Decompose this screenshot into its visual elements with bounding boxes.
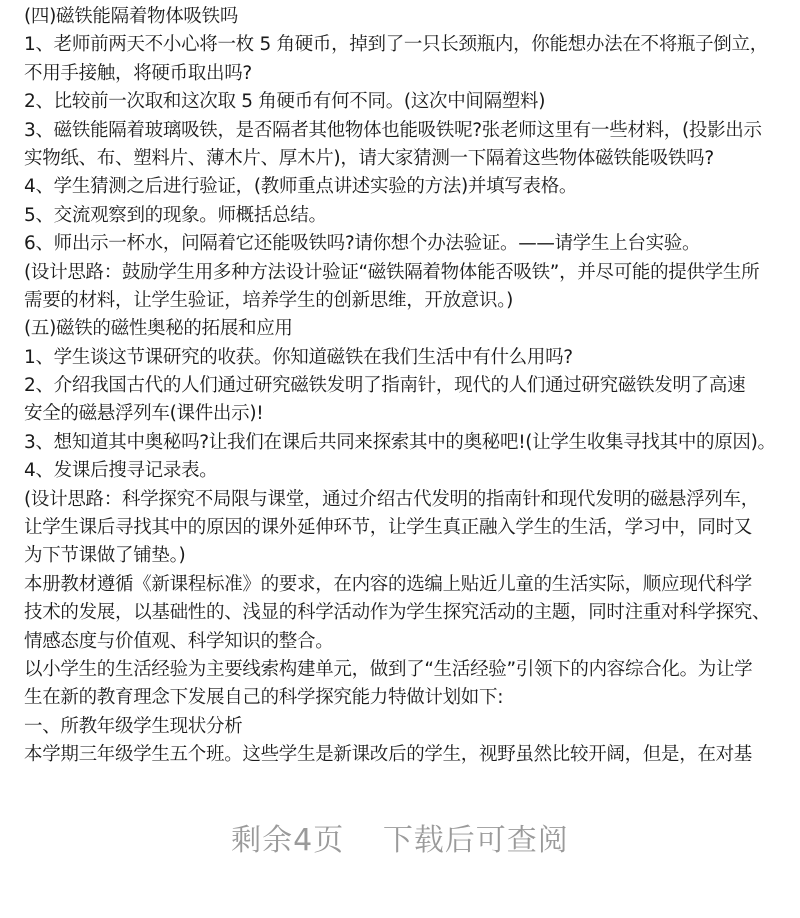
- text-line: 技术的发展，以基础性的、浅显的科学活动作为学生探究活动的主题，同时注重对科学探究、: [24, 602, 771, 624]
- text-line: 不用手接触，将硬币取出吗?: [24, 62, 252, 84]
- text-line: 为下节课做了铺垫。): [24, 545, 186, 567]
- text-line: 一、所教年级学生现状分析: [24, 715, 243, 737]
- text-line: 以小学生的生活经验为主要线索构建单元，做到了“生活经验”引领下的内容综合化。为让学: [24, 658, 753, 680]
- text-line: (五)磁铁的磁性奥秘的拓展和应用: [24, 318, 293, 340]
- text-line: 1、学生谈这节课研究的收获。你知道磁铁在我们生活中有什么用吗?: [24, 346, 573, 368]
- text-line: (设计思路：鼓励学生用多种方法设计验证“磁铁隔着物体能否吸铁”，并尽可能的提供学生所: [24, 261, 760, 283]
- text-line: 生在新的教育理念下发展自己的科学探究能力特做计划如下:: [24, 687, 504, 709]
- text-line: (设计思路：科学探究不局限与课堂，通过介绍古代发明的指南针和现代发明的磁悬浮列车，: [24, 488, 759, 510]
- text-line: 本册教材遵循《新课程标准》的要求，在内容的选编上贴近儿童的生活实际，顺应现代科学: [24, 573, 753, 595]
- text-line: 实物纸、布、塑料片、薄木片、厚木片)，请大家猜测一下隔着这些物体磁铁能吸铁吗?: [24, 147, 714, 169]
- text-line: 5、交流观察到的现象。师概括总结。: [24, 204, 327, 226]
- text-line: 3、磁铁能隔着玻璃吸铁，是否隔者其他物体也能吸铁呢?张老师这里有一些材料，(投影出示: [24, 119, 762, 141]
- text-line: 安全的磁悬浮列车(课件出示)!: [24, 403, 264, 425]
- text-line: 2、介绍我国古代的人们通过研究磁铁发明了指南针，现代的人们通过研究磁铁发明了高速: [24, 375, 746, 397]
- text-line: 3、想知道其中奥秘吗?让我们在课后共同来探索其中的奥秘吧!(让学生收集寻找其中的原因)。: [24, 431, 776, 453]
- text-line: 6、师出示一杯水，问隔着它还能吸铁吗?请你想个办法验证。——请学生上台实验。: [24, 233, 701, 255]
- text-line: 需要的材料，让学生验证，培养学生的创新思维，开放意识。): [24, 289, 514, 311]
- text-line: 1、老师前两天不小心将一枚 5 角硬币，掉到了一只长颈瓶内，你能想办法在不将瓶子倒立，: [24, 34, 768, 56]
- download-prompt[interactable]: [0, 815, 800, 859]
- text-line: 情感态度与价值观、科学知识的整合。: [24, 630, 334, 652]
- text-line: (四)磁铁能隔着物体吸铁吗: [24, 6, 239, 27]
- text-line: 本学期三年级学生五个班。这些学生是新课改后的学生，视野虽然比较开阔，但是，在对基: [24, 744, 753, 766]
- document-body: [24, 3, 794, 770]
- text-line: 2、比较前一次取和这次取 5 角硬币有何不同。(这次中间隔塑料): [24, 91, 546, 113]
- text-line: 4、发课后搜寻记录表。: [24, 460, 218, 482]
- text-line: 让学生课后寻找其中的原因的课外延伸环节，让学生真正融入学生的生活，学习中，同时又: [24, 517, 753, 539]
- remaining-pages-text: 剩余4页: [231, 823, 345, 858]
- download-to-view-link[interactable]: 下载后可查阅: [382, 823, 569, 858]
- text-line: 4、学生猜测之后进行验证，(教师重点讲述实验的方法)并填写表格。: [24, 176, 578, 198]
